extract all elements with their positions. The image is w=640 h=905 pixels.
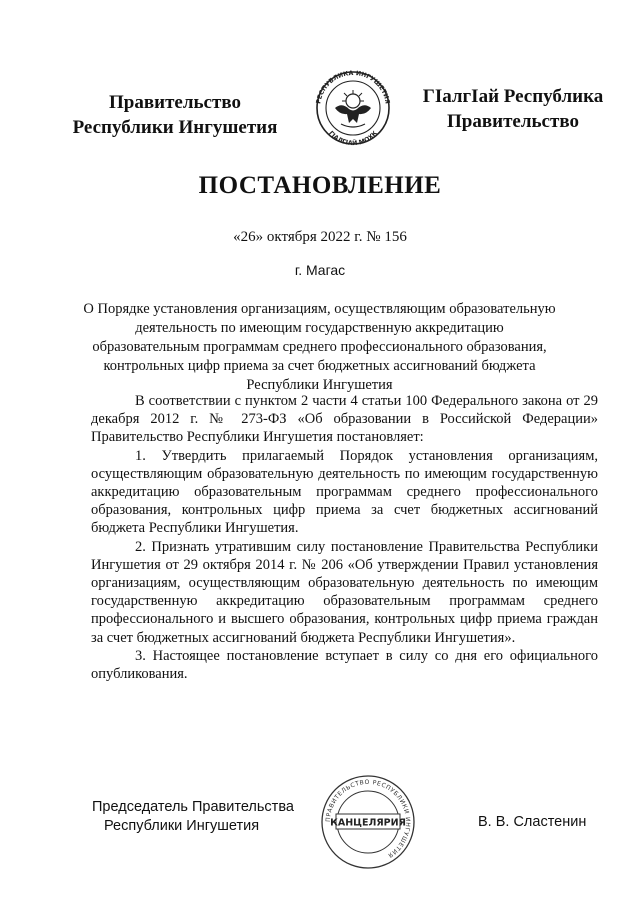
clause-paragraph-2: 2. Признать утратившим силу постановление Правительства Республики Ингушетия от 29 октября 2014 г. № 206 «Об утверждении Правил установления организациям, осуществляющим образовательную деятельность по имеющим государственную аккредитацию образовательным программам среднего профессионального и высшего образования, контрольных цифр приема граждан за счет бюджетных ассигнований бюджета Республики Ингушетия». xyxy=(91,538,598,646)
document-subject: О Порядке установления организациям, осуществляющим образовательную деятельность по имеющим государственную аккредитацию образовательным программам среднего профессионального образования, контрольных цифр приема за счет бюджетных ассигнований бюджета Республики Ингушетия xyxy=(83,301,556,393)
office-stamp xyxy=(320,774,416,870)
government-name-line2: Республики Ингушетия xyxy=(72,117,278,138)
clause-paragraph-1: 1. Утвердить прилагаемый Порядок установления организациям, осуществляющим образовательную деятельность по имеющим государственную аккредитацию образовательным программам среднего профессионального образования, контрольных цифр приема за счет бюджетных ассигнований бюджета Республики Ингушетия. xyxy=(91,447,598,537)
signatory-name: В. В. Сластенин xyxy=(478,814,587,830)
government-name-line1: Правительство xyxy=(109,92,241,113)
government-name-ingush xyxy=(408,84,618,134)
coat-of-arms-emblem xyxy=(308,68,398,146)
stamp-ring-text: ПРАВИТЕЛЬСТВО РЕСПУБЛИКИ ИНГУШЕТИЯ xyxy=(324,778,412,859)
government-name-russian xyxy=(60,90,290,140)
svg-text:ГIАЛГIАЙ МОХК xyxy=(327,130,379,146)
government-name-ingush-line1: ГIалгIай Республика xyxy=(422,86,604,107)
signatory-title-line1: Председатель Правительства xyxy=(92,799,294,815)
document-body xyxy=(91,392,598,683)
document-title: ПОСТАНОВЛЕНИЕ xyxy=(198,172,442,199)
signatory-title-line2: Республики Ингушетия xyxy=(104,818,260,834)
preamble-paragraph: В соответствии с пунктом 2 части 4 статьи 100 Федерального закона от 29 декабря 2012 г. № 273-ФЗ «Об образовании в Российской Федерации» Правительство Республики Ингушетия постановляет: xyxy=(91,393,598,446)
signatory-title xyxy=(92,798,302,836)
document-place: г. Магас xyxy=(294,262,346,278)
stamp-center-text: КАНЦЕЛЯРИЯ xyxy=(330,817,406,829)
document-date-number: «26» октября 2022 г. № 156 xyxy=(233,229,407,245)
emblem-bottom-text: ГIАЛГIАЙ МОХК xyxy=(327,129,379,146)
emblem-top-text: РЕСПУБЛИКА ИНГУШЕТИЯ xyxy=(315,69,391,105)
svg-text:РЕСПУБЛИКА ИНГУШЕТИЯ xyxy=(315,70,391,105)
clause-paragraph-3: 3. Настоящее постановление вступает в силу со дня его официального опубликования. xyxy=(91,647,598,683)
government-name-ingush-line2: Правительство xyxy=(447,111,579,132)
